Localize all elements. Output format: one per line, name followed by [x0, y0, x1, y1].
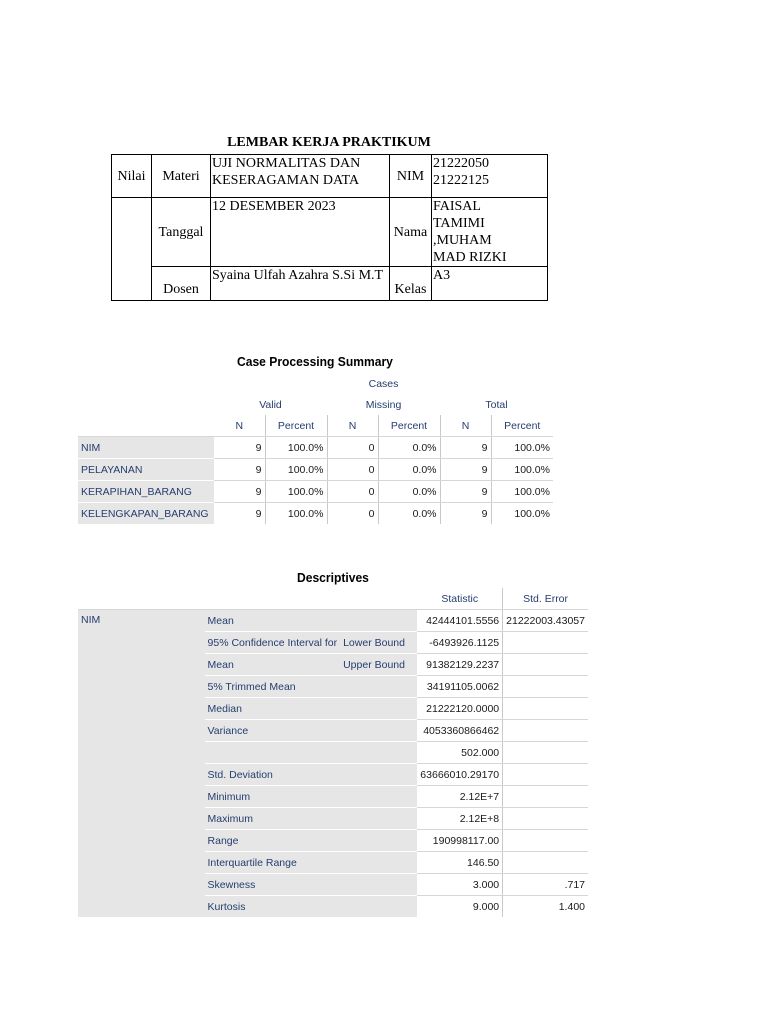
- nama-value: [432, 198, 548, 267]
- stat-label: Variance: [205, 720, 418, 742]
- nilai-value: [112, 198, 152, 301]
- nilai-label: Nilai: [112, 155, 152, 198]
- nama-line: FAISAL: [433, 199, 481, 214]
- cell: 9: [440, 437, 491, 459]
- descriptives-table: [78, 588, 588, 917]
- stat-sublabel: Upper Bound: [340, 654, 417, 676]
- std-error-cell: [503, 808, 588, 830]
- stat-label: 5% Trimmed Mean: [205, 676, 418, 698]
- cell: 9: [214, 459, 265, 481]
- total-header: Total: [485, 398, 508, 411]
- stat-label: Std. Deviation: [205, 764, 418, 786]
- col-std-error: Std. Error: [503, 588, 588, 610]
- col-statistic: Statistic: [417, 588, 502, 610]
- cell: 0.0%: [378, 503, 440, 525]
- statistic-cell: 146.50: [417, 852, 502, 874]
- kelas-label: Kelas: [390, 267, 432, 301]
- cell: 100.0%: [491, 503, 553, 525]
- row-label: PELAYANAN: [78, 459, 214, 481]
- materi-line: KESERAGAMAN DATA: [212, 173, 360, 188]
- nim-line: 21222125: [433, 173, 489, 188]
- statistic-cell: 9.000: [472, 900, 500, 913]
- std-error-cell: [503, 742, 588, 764]
- corner-cell: [78, 394, 214, 415]
- nim-label: NIM: [390, 155, 432, 198]
- cell: 9: [440, 503, 491, 525]
- corner-cell: [78, 588, 417, 610]
- cell: 9: [440, 481, 491, 503]
- stat-label: Median: [205, 698, 418, 720]
- statistic-cell: 190998117.00: [417, 830, 502, 852]
- cell: 0.0%: [378, 459, 440, 481]
- nama-line: TAMIMI ,MUHAM: [433, 216, 492, 248]
- std-error-cell: [503, 632, 588, 654]
- stat-label: Interquartile Range: [205, 852, 418, 874]
- tanggal-value: 12 DESEMBER 2023: [211, 198, 390, 267]
- stat-label: Maximum: [205, 808, 418, 830]
- dosen-label: Dosen: [152, 267, 211, 301]
- statistic-cell: 91382129.2237: [417, 654, 502, 676]
- col-percent: Percent: [265, 415, 327, 437]
- cell: 100.0%: [491, 437, 553, 459]
- std-error-cell: [503, 830, 588, 852]
- std-error-cell: [503, 786, 588, 808]
- stat-label: Range: [205, 830, 418, 852]
- cell: 0: [327, 481, 378, 503]
- table-row: [78, 459, 553, 481]
- worksheet-title: LEMBAR KERJA PRAKTIKUM: [227, 135, 431, 150]
- cell: 0: [327, 459, 378, 481]
- statistic-cell: 21222120.0000: [417, 698, 502, 720]
- cell: 0.0%: [378, 481, 440, 503]
- kelas-value: A3: [432, 267, 548, 301]
- std-error-cell: [503, 764, 588, 786]
- cell: 0.0%: [378, 437, 440, 459]
- cell: 9: [214, 437, 265, 459]
- cell: 9: [255, 507, 262, 520]
- statistic-cell: 2.12E+8: [417, 808, 502, 830]
- stat-label: Mean: [205, 610, 418, 632]
- cell: 9: [440, 459, 491, 481]
- row-label: KELENGKAPAN_BARANG: [78, 503, 214, 525]
- valid-header: Valid: [259, 398, 282, 411]
- table-row: [78, 481, 553, 503]
- table-row: [78, 610, 588, 632]
- col-n: N: [214, 415, 265, 437]
- corner-cell: [78, 373, 214, 394]
- materi-label: Materi: [152, 155, 211, 198]
- stat-label: [205, 742, 418, 764]
- cell: 9: [214, 481, 265, 503]
- table-row: [78, 503, 553, 525]
- dosen-value: Syaina Ulfah Azahra S.Si M.T: [211, 267, 390, 301]
- col-percent: Percent: [378, 415, 440, 437]
- std-error-cell: [503, 654, 588, 676]
- statistic-cell: 63666010.29170: [417, 764, 502, 786]
- stat-label: Minimum: [205, 786, 418, 808]
- statistic-cell: -6493926.1125: [417, 632, 502, 654]
- row-label: NIM: [78, 437, 214, 459]
- nim-line: 21222050: [433, 156, 489, 171]
- missing-header: Missing: [365, 398, 402, 411]
- tanggal-label: Tanggal: [152, 198, 211, 267]
- statistic-cell: 502.000: [417, 742, 502, 764]
- variable-label: NIM: [78, 610, 205, 918]
- nim-value: [432, 155, 548, 198]
- statistic-cell: 34191105.0062: [417, 676, 502, 698]
- cases-header: Cases: [368, 377, 399, 390]
- cell: 0: [327, 437, 378, 459]
- cell: 100.0%: [265, 437, 327, 459]
- statistic-cell: 3.000: [417, 874, 502, 896]
- materi-line: UJI NORMALITAS DAN: [212, 156, 361, 171]
- stat-label: 95% Confidence Interval for: [205, 632, 341, 654]
- descriptives-title: Descriptives: [297, 570, 369, 585]
- corner-cell: [78, 415, 214, 437]
- cell: 100.0%: [265, 503, 327, 525]
- stat-label: Mean: [205, 654, 341, 676]
- nama-line: MAD RIZKI: [433, 250, 507, 265]
- nama-label: Nama: [390, 198, 432, 267]
- stat-label: Kurtosis: [205, 896, 418, 918]
- std-error-cell: [503, 720, 588, 742]
- worksheet-table: [111, 154, 548, 301]
- table-row: [78, 437, 553, 459]
- col-n: N: [440, 415, 491, 437]
- cell: 0: [327, 503, 378, 525]
- std-error-cell: .717: [503, 874, 588, 896]
- cell: 100.0%: [491, 481, 553, 503]
- case-summary-title: Case Processing Summary: [237, 354, 393, 369]
- case-summary-table: [78, 373, 553, 524]
- materi-value: [211, 155, 390, 198]
- cell: 100.0%: [491, 459, 553, 481]
- statistic-cell: 2.12E+7: [417, 786, 502, 808]
- cell: 100.0%: [265, 481, 327, 503]
- std-error-cell: [503, 852, 588, 874]
- cell: 100.0%: [265, 459, 327, 481]
- std-error-cell: 1.400: [503, 896, 588, 918]
- stat-sublabel: Lower Bound: [340, 632, 417, 654]
- statistic-cell: 42444101.5556: [417, 610, 502, 632]
- statistic-cell: 4053360866462: [417, 720, 502, 742]
- stat-label: Skewness: [205, 874, 418, 896]
- col-n: N: [327, 415, 378, 437]
- std-error-cell: [503, 698, 588, 720]
- col-percent: Percent: [491, 415, 553, 437]
- row-label: KERAPIHAN_BARANG: [78, 481, 214, 503]
- std-error-cell: 21222003.43057: [503, 610, 588, 632]
- std-error-cell: [503, 676, 588, 698]
